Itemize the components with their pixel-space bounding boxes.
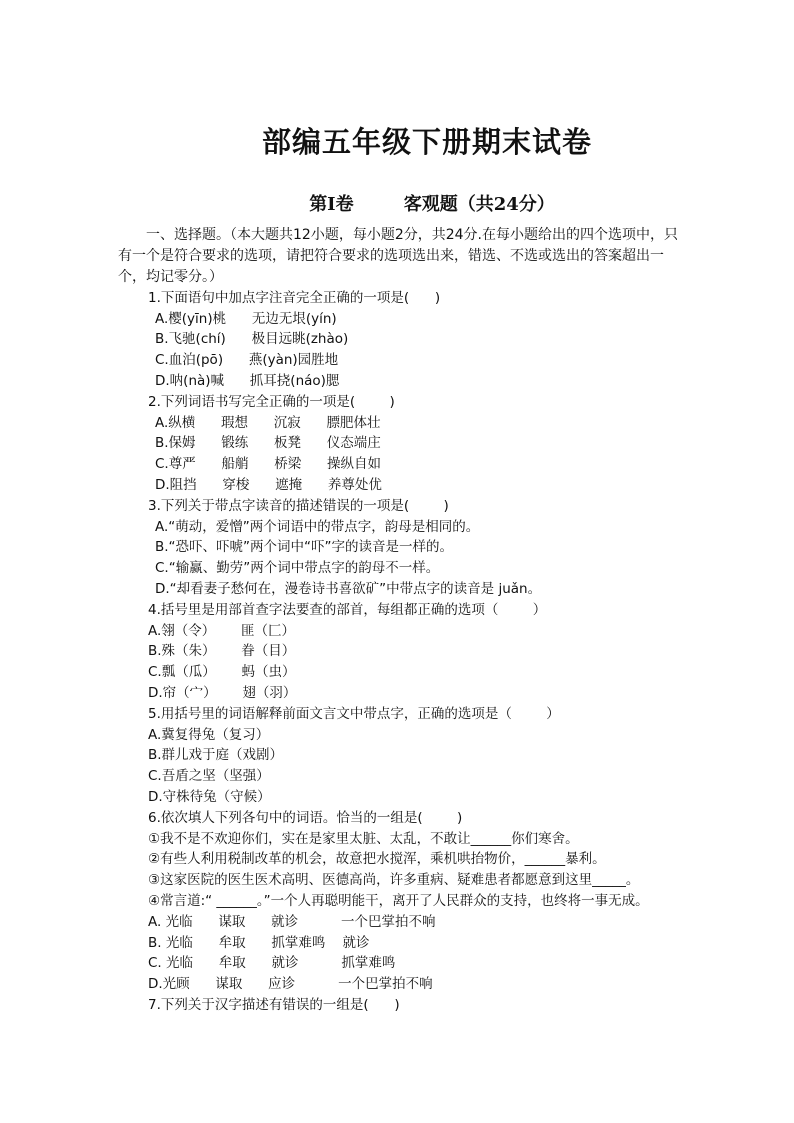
section-subtitle: 第Ⅰ卷 客观题（共24分） bbox=[309, 194, 555, 215]
question-6-option-d: D.光顾 谋取 应诊 一个巴掌拍不响 bbox=[148, 976, 433, 992]
exam-title: 部编五年级下册期末试卷 bbox=[261, 125, 592, 159]
question-2-option-a: A.纵横 瑕想 沉寂 膘肥体壮 bbox=[155, 415, 381, 431]
question-3-option-d: D.“却看妻子愁何在，漫卷诗书喜欲矿”中带点字的读音是 juǎn。 bbox=[155, 581, 542, 597]
question-2-option-c: C.尊严 船艄 桥梁 操纵自如 bbox=[155, 456, 381, 472]
question-4-option-b: B.殊（朱） 眷（目） bbox=[148, 643, 296, 659]
question-4-option-c: C.瓢（瓜） 蚂（虫） bbox=[148, 664, 296, 680]
question-2-option-d: D.阻挡 穿梭 遮掩 养尊处优 bbox=[155, 477, 382, 493]
question-2-option-b: B.保姆 锻练 板凳 仪态端庄 bbox=[155, 435, 381, 451]
question-4-option-a: A.翎（令） 匪（匚） bbox=[148, 623, 296, 639]
question-3-option-c: C.“输赢、勤劳”两个词中带点字的韵母不一样。 bbox=[155, 560, 440, 576]
question-6-sentence-2: ②有些人利用税制改革的机会，故意把水搅浑，乘机哄抬物价，______暴利。 bbox=[148, 851, 606, 867]
question-5-option-b: B.群儿戏于庭（戏剧） bbox=[148, 747, 284, 763]
question-1-option-d: D.呐(nà)喊 抓耳挠(náo)腮 bbox=[155, 373, 340, 389]
question-2-stem: 2.下列词语书写完全正确的一项是( ) bbox=[148, 394, 395, 410]
section-instructions: 一、选择题。（本大题共12小题，每小题2分，共24分.在每小题给出的四个选项中，只有一个是符合要求的选项，请把符合要求的选项选出来，错选、不选或选出的答案超出一个，均记零分。） bbox=[118, 227, 678, 285]
question-1-option-b: B.飞驰(chí) 极目远眺(zhào) bbox=[155, 331, 349, 347]
question-5-option-a: A.冀复得兔（复习） bbox=[148, 727, 270, 743]
question-6-sentence-1: ①我不是不欢迎你们，实在是家里太脏、太乱，不敢让______你们寒舍。 bbox=[148, 831, 579, 847]
question-6-option-a: A. 光临 谋取 就诊 一个巴掌拍不响 bbox=[148, 914, 436, 930]
question-1-option-a: A.樱(yīn)桃 无边无垠(yín) bbox=[155, 311, 337, 327]
question-1-option-c: C.血泊(pō) 燕(yàn)园胜地 bbox=[155, 352, 339, 368]
question-6-sentence-4: ④常言道:“ ______。”一个人再聪明能干，离开了人民群众的支持，也终将一事无成。 bbox=[148, 893, 649, 909]
question-4-stem: 4.括号里是用部首查字法要查的部首，每组都正确的选项（ ） bbox=[148, 602, 547, 618]
question-5-option-c: C.吾盾之坚（坚强） bbox=[148, 768, 270, 784]
question-4-option-d: D.帘（宀） 翅（羽） bbox=[148, 685, 297, 701]
question-3-option-a: A.“萌动，爱憎”两个词语中的带点字，韵母是相同的。 bbox=[155, 519, 480, 535]
question-5-option-d: D.守株待兔（守候） bbox=[148, 789, 271, 805]
question-5-stem: 5.用括号里的词语解释前面文言文中带点字，正确的选项是（ ） bbox=[148, 706, 560, 722]
question-3-option-b: B.“恐吓、吓唬”两个词中“吓”字的读音是一样的。 bbox=[155, 539, 454, 555]
question-6-option-c: C. 光临 牟取 就诊 抓掌难鸣 bbox=[148, 955, 396, 971]
question-6-sentence-3: ③这家医院的医生医术高明、医德高尚，许多重病、疑难患者都愿意到这里_____。 bbox=[148, 872, 640, 888]
question-7-stem: 7.下列关于汉字描述有错误的一组是( ) bbox=[148, 997, 400, 1013]
question-1-stem: 1.下面语句中加点字注音完全正确的一项是( ) bbox=[148, 290, 441, 306]
question-6-stem: 6.依次填人下列各句中的词语。恰当的一组是( ) bbox=[148, 810, 463, 826]
question-6-option-b: B. 光临 牟取 抓掌难鸣 就诊 bbox=[148, 935, 370, 951]
question-3-stem: 3.下列关于带点字读音的描述错误的一项是( ) bbox=[148, 498, 449, 514]
